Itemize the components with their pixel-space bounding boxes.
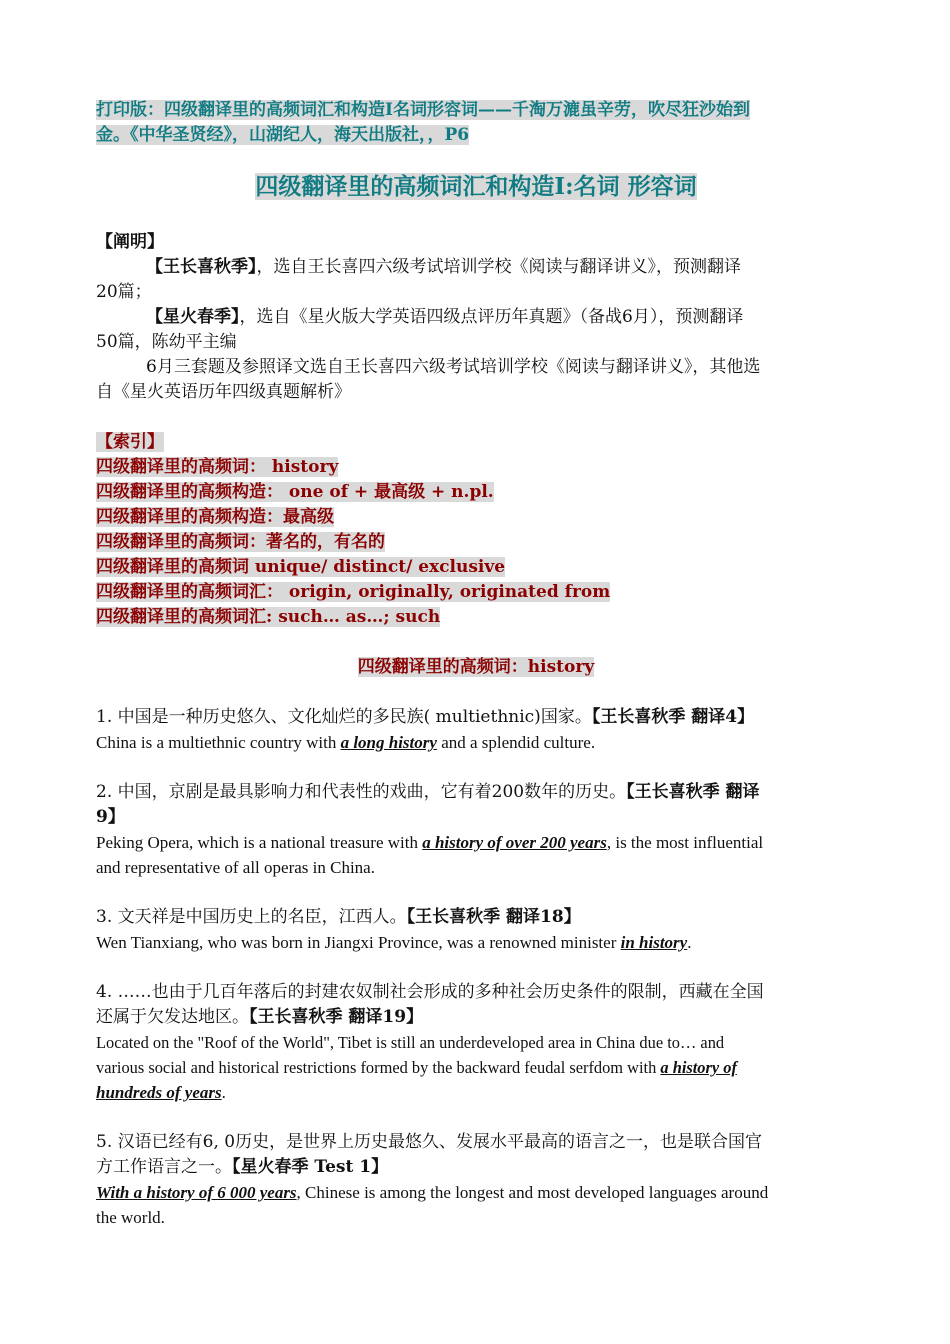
explain-paragraph-1-cont: 20篇； <box>96 282 152 302</box>
explain-paragraph-1: 【王长喜秋季】，选自王长喜四六级考试培训学校《阅读与翻译讲义》，预测翻译 <box>146 257 741 277</box>
index-item[interactable]: 四级翻译里的高频词汇: such… as…; such <box>96 607 441 627</box>
example-2-chinese-cont: 9】 <box>96 807 125 827</box>
example-3-chinese: 3. 文天祥是中国历史上的名臣，江西人。【王长喜秋季 翻译18】 <box>96 907 581 927</box>
header-line-2: 金。《中华圣贤经》，山湖纪人，海天出版社，，P6 <box>96 125 470 145</box>
example-4-english-cont-2: hundreds of years. <box>96 1083 226 1102</box>
index-item[interactable]: 四级翻译里的高频词汇： origin, originally, originated from <box>96 582 611 602</box>
example-5-english-cont: the world. <box>96 1208 165 1227</box>
key-phrase: a history of <box>660 1058 737 1077</box>
example-4-chinese: 4. ……也由于几百年落后的封建农奴制社会形成的多种社会历史条件的限制，西藏在全国 <box>96 982 764 1002</box>
example-5-chinese: 5. 汉语已经有6, 0历史，是世界上历史最悠久、发展水平最高的语言之一，也是联合国官 <box>96 1132 763 1152</box>
key-phrase: in history <box>620 933 688 952</box>
header-line-1: 打印版：四级翻译里的高频词汇和构造Ⅰ名词形容词——千淘万漉虽辛劳，吹尽狂沙始到 <box>96 100 750 120</box>
example-2-chinese: 2. 中国，京剧是最具影响力和代表性的戏曲，它有着200数年的历史。【王长喜秋季 翻译 <box>96 782 760 802</box>
key-phrase: a long history <box>340 733 437 752</box>
document-body <box>96 98 856 1230</box>
index-heading: 【索引】 <box>96 432 164 452</box>
index-item[interactable]: 四级翻译里的高频构造： one of + 最高级 + n.pl. <box>96 482 494 502</box>
index-item[interactable]: 四级翻译里的高频词：著名的，有名的 <box>96 532 385 552</box>
explain-paragraph-2-cont: 50篇，陈幼平主编 <box>96 332 237 352</box>
explain-paragraph-3: 6月三套题及参照译文选自王长喜四六级考试培训学校《阅读与翻译讲义》，其他选 <box>146 357 761 377</box>
example-1-english: China is a multiethnic country with a long history and a splendid culture. <box>96 733 596 752</box>
key-phrase: hundreds of years <box>96 1083 222 1102</box>
example-2-english: Peking Opera, which is a national treasure with a history of over 200 years, is the most influential <box>96 833 764 852</box>
section-title: 四级翻译里的高频词：history <box>357 657 595 677</box>
key-phrase: a history of over 200 years <box>422 833 607 852</box>
explain-heading: 【阐明】 <box>96 232 164 252</box>
index-item[interactable]: 四级翻译里的高频构造：最高级 <box>96 507 334 527</box>
explain-paragraph-2: 【星火春季】，选自《星火版大学英语四级点评历年真题》（备战6月），预测翻译 <box>146 307 744 327</box>
example-2-english-cont: and representative of all operas in China. <box>96 858 375 877</box>
example-3-english: Wen Tianxiang, who was born in Jiangxi Province, was a renowned minister in history. <box>96 933 692 952</box>
example-4-chinese-cont: 还属于欠发达地区。【王长喜秋季 翻译19】 <box>96 1007 424 1027</box>
key-phrase: With a history of 6 000 years <box>96 1183 297 1202</box>
example-1-chinese: 1. 中国是一种历史悠久、文化灿烂的多民族( multiethnic)国家。【王长喜秋季 翻译4】 <box>96 707 755 727</box>
example-5-english: With a history of 6 000 years, Chinese is among the longest and most developed languages around <box>96 1183 769 1202</box>
example-4-english-cont: various social and historical restrictions formed by the backward feudal serfdom with a history of <box>96 1058 737 1077</box>
explain-paragraph-3-cont: 自《星火英语历年四级真题解析》 <box>96 382 351 402</box>
index-item[interactable]: 四级翻译里的高频词 unique/ distinct/ exclusive <box>96 557 506 577</box>
example-4-english: Located on the "Roof of the World", Tibet is still an underdeveloped area in China due to… and <box>96 1033 725 1052</box>
example-5-chinese-cont: 方工作语言之一。【星火春季 Test 1】 <box>96 1157 389 1177</box>
page-title: 四级翻译里的高频词汇和构造Ⅰ:名词 形容词 <box>255 173 697 200</box>
index-item[interactable]: 四级翻译里的高频词： history <box>96 457 339 477</box>
